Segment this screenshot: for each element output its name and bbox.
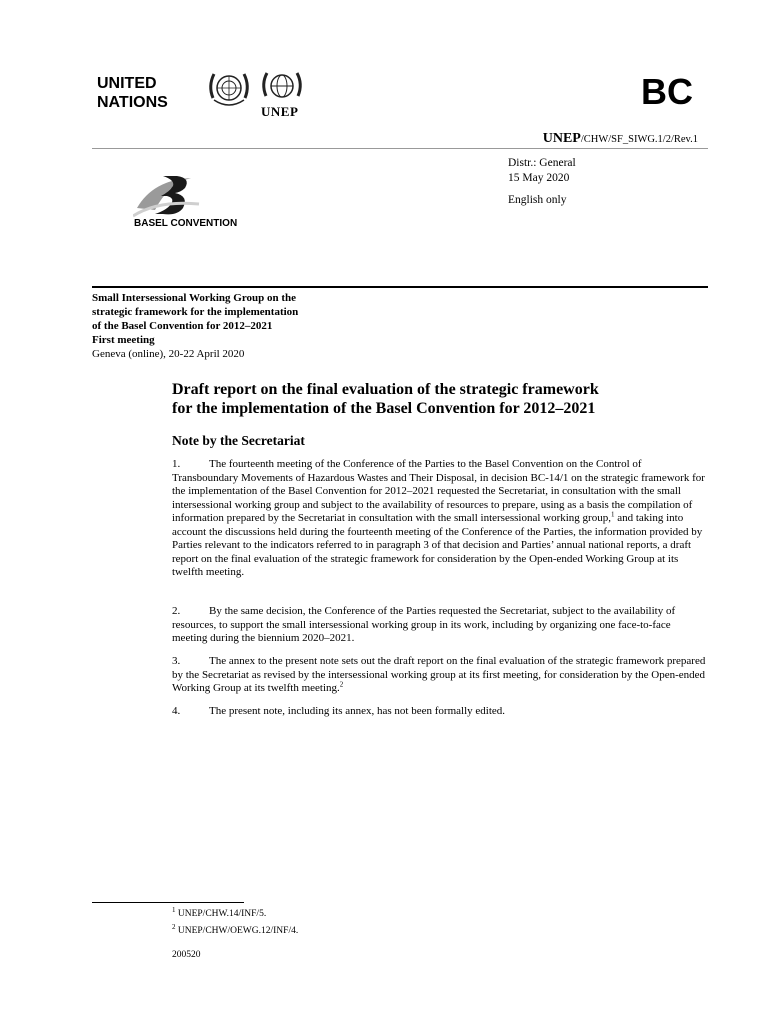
document-symbol: UNEP/CHW/SF_SIWG.1/2/Rev.1 xyxy=(542,131,698,146)
distribution-label: Distr.: General xyxy=(508,157,576,169)
paragraph xyxy=(172,605,708,646)
language-note: English only xyxy=(508,194,567,206)
paragraph-text: and taking into account the discussions held during the fourteenth meeting of the Conference of the Parties, the information provided by Parties relevant to the indicators referred to in paragraph 3 of that decision and Parties’ annual national reports, a draft report on the final evaluation of the strategic framework for consideration by the Open-ended Working Group at its twelfth meeting. xyxy=(172,512,703,578)
meeting-session: First meeting xyxy=(92,334,155,346)
document-date: 15 May 2020 xyxy=(508,171,570,184)
paragraph-number: 4. xyxy=(172,705,181,717)
paragraph-text: By the same decision, the Conference of the Parties requested the Secretariat, subject to the availability of resources, to support the small intersessional working group in its work, including by organizing one face-to-face meeting during the biennium 2020–2021. xyxy=(172,605,676,644)
footnote-text: UNEP/CHW/OEWG.12/INF/4. xyxy=(177,926,299,936)
distribution-block xyxy=(508,156,576,208)
meeting-body-line: Small Intersessional Working Group on the xyxy=(92,292,297,304)
unep-logo-label: UNEP xyxy=(261,104,299,119)
basel-convention-logo-label: BASEL CONVENTION xyxy=(134,218,238,229)
paragraph-text: The fourteenth meeting of the Conference of the Parties to the Basel Convention on the Control of Transboundary Movements of Hazardous Wastes and Their Disposal, in decision BC-14/1 on the strategic framework for the implementation of the Basel Convention for 2012–2021 requested the Secretariat, in consultation with the small intersessional working group and subject to the availability of resources to prepare, using as a basis the compilation of information prepared by the Secretariat in consultation with the small intersessional working group, xyxy=(172,458,705,524)
paragraph-text: The present note, including its annex, has not been formally edited. xyxy=(209,705,506,717)
footnote-mark: 2 xyxy=(172,922,176,931)
paragraph xyxy=(172,458,708,580)
convention-code: BC xyxy=(641,71,693,112)
footnote-ref[interactable]: 1 xyxy=(610,510,615,519)
unep-logo-icon xyxy=(258,68,306,106)
paragraph-number: 1. xyxy=(172,458,181,470)
meeting-info xyxy=(92,291,352,361)
footnote-divider xyxy=(92,902,244,903)
footnote xyxy=(172,922,299,937)
document-title: Draft report on the final evaluation of the strategic framework for the implementation of the Basel Convention for 2012–2021 xyxy=(172,381,599,417)
paragraph-number: 2. xyxy=(172,605,181,617)
basel-convention-logo-icon xyxy=(133,170,203,220)
united-nations-label: UNITED NATIONS xyxy=(97,75,168,111)
note-heading: Note by the Secretariat xyxy=(172,433,305,448)
un-emblem-icon xyxy=(204,68,254,112)
meeting-body-line: strategic framework for the implementation xyxy=(92,306,299,318)
header-divider xyxy=(92,148,708,149)
paragraph xyxy=(172,705,708,719)
meeting-venue: Geneva (online), 20-22 April 2020 xyxy=(92,348,245,360)
paragraph-number: 3. xyxy=(172,655,181,667)
meeting-divider xyxy=(92,286,708,288)
footnote xyxy=(172,905,267,920)
job-number: 200520 xyxy=(172,950,201,960)
meeting-body-line: of the Basel Convention for 2012–2021 xyxy=(92,320,273,332)
footnote-text: UNEP/CHW.14/INF/5. xyxy=(177,909,267,919)
paragraph xyxy=(172,655,708,696)
paragraph-text: The annex to the present note sets out the draft report on the final evaluation of the strategic framework prepared by the Secretariat as revised by the intersessional working group at its first meeting, for consideration by the Open-ended Working Group at its twelfth meeting. xyxy=(172,655,706,694)
footnote-mark: 1 xyxy=(172,905,176,914)
footnote-ref[interactable]: 2 xyxy=(339,680,344,689)
